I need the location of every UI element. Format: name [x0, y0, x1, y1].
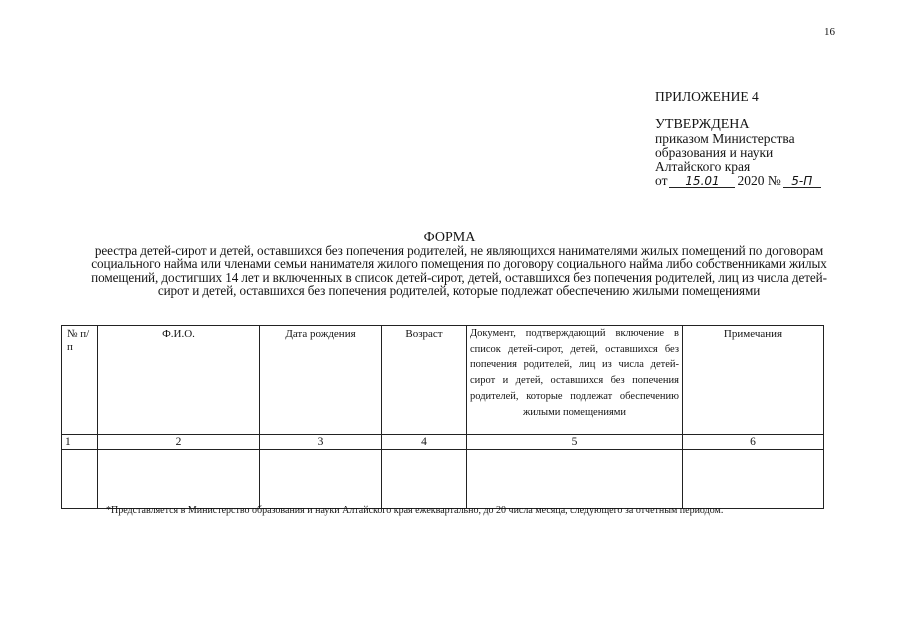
header-birth-date: Дата рождения [260, 326, 382, 435]
header-notes: Примечания [683, 326, 824, 435]
approval-line-education: образования и науки [655, 145, 774, 160]
approved-label: УТВЕРЖДЕНА [655, 117, 750, 132]
approval-stamp [655, 90, 821, 188]
column-number: 5 [467, 435, 683, 450]
column-number: 3 [260, 435, 382, 450]
approval-date-line [655, 174, 821, 188]
header-full-name: Ф.И.О. [98, 326, 260, 435]
footnote: *Представляется в Министерство образования и науки Алтайского края ежеквартально, до 20 числа месяца, следующего за отчетным периодом. [106, 505, 724, 516]
page-number: 16 [824, 26, 835, 38]
empty-cell [62, 450, 98, 509]
column-number: 4 [382, 435, 467, 450]
handwritten-order-number: 5-П [783, 175, 821, 188]
table-header-row [62, 326, 824, 435]
column-number-row [62, 435, 824, 450]
header-document: Документ, подтверждающий включение в список детей-сирот, детей, оставшихся без попечения родителей, лиц из числа детей-сирот и детей, оставшихся без попечения родителей, которые подлежат обеспечению жилыми помещениями [467, 326, 683, 435]
date-prefix: от [655, 173, 668, 188]
header-number: № п/п [62, 326, 98, 435]
form-title: ФОРМА [423, 230, 476, 245]
form-description: реестра детей-сирот и детей, оставшихся без попечения родителей, не являющихся нанимателями жилых помещений по договорам социального найма или членами семьи нанимателя жилого помещения по договору социального найма либо собственниками жилых помещений, достигших 14 лет и включенных в список детей-сирот, детей, оставшихся без попечения родителей, лиц из числа детей-сирот и детей, оставшихся без попечения родителей, которые подлежат обеспечению жилыми помещениями [91, 243, 827, 298]
column-number: 2 [98, 435, 260, 450]
empty-cell [683, 450, 824, 509]
year-and-number-label: 2020 № [737, 173, 781, 188]
appendix-label: ПРИЛОЖЕНИЕ 4 [655, 89, 759, 104]
approval-line-region: Алтайского края [655, 159, 751, 174]
empty-cell [260, 450, 382, 509]
handwritten-date: 15.01 [669, 175, 735, 188]
empty-cell [467, 450, 683, 509]
column-number: 6 [683, 435, 824, 450]
table-row [62, 450, 824, 509]
column-number: 1 [62, 435, 98, 450]
registry-table [61, 325, 824, 509]
empty-cell [98, 450, 260, 509]
header-age: Возраст [382, 326, 467, 435]
approval-line-ministry: приказом Министерства [655, 131, 795, 146]
empty-cell [382, 450, 467, 509]
